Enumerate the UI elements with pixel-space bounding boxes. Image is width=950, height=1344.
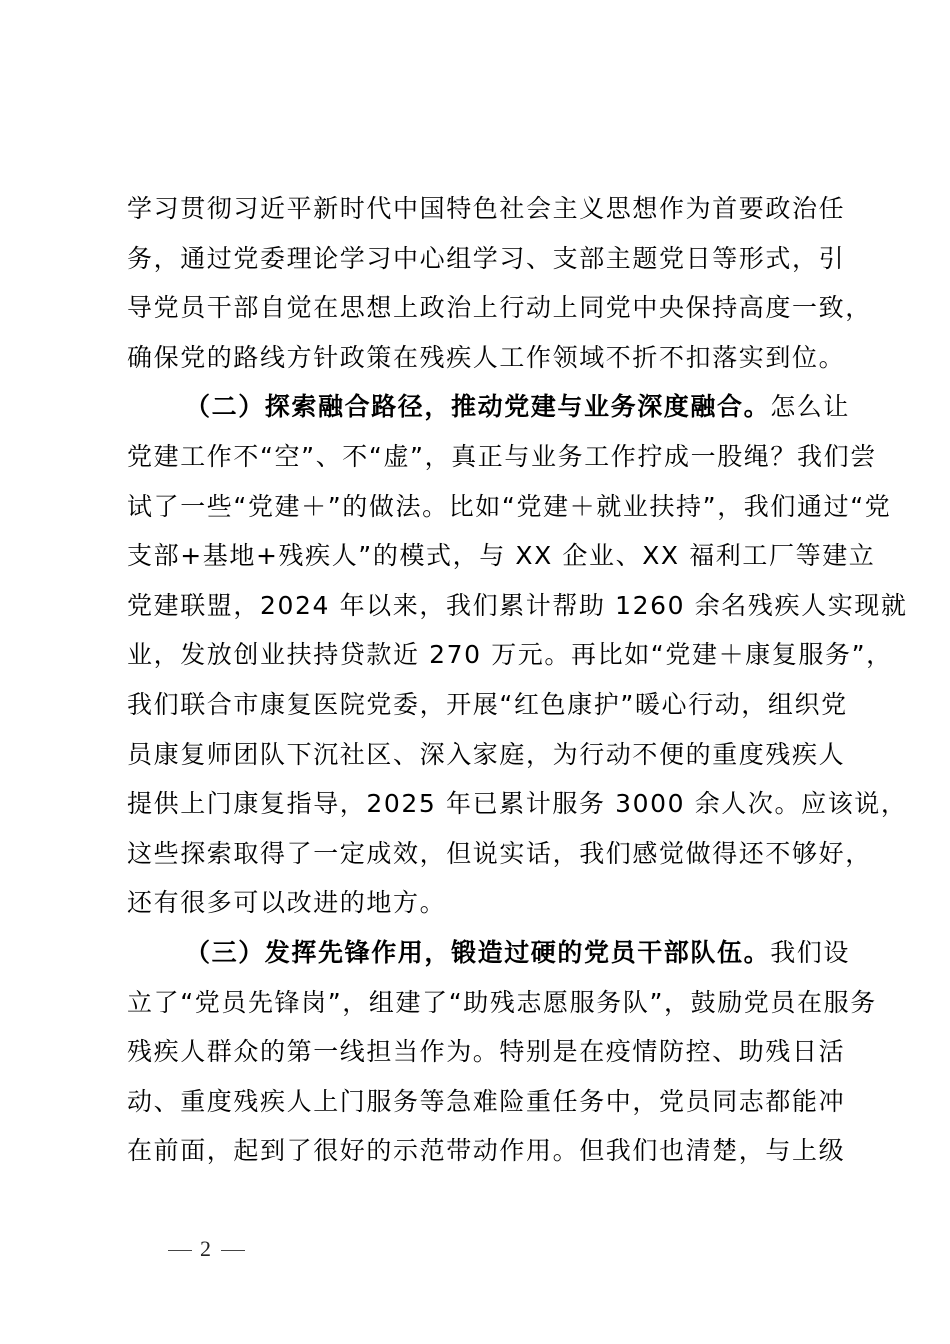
paragraph-line: 还有很多可以改进的地方。 [127,888,447,918]
section-3-heading-line [127,928,867,978]
paragraph-line: 提供上门康复指导，2025 年已累计服务 3000 余人次。应该说， [127,789,908,819]
paragraph-line: 动、重度残疾人上门服务等急难险重任务中，党员同志都能冲 [127,1086,846,1116]
paragraph-line: 支部+基地+残疾人”的模式，与 XX 企业、XX 福利工厂等建立 [127,541,876,571]
paragraph-line: 残疾人群众的第一线担当作为。特别是在疫情防控、助残日活 [127,1037,846,1067]
paragraph-line: 确保党的路线方针政策在残疾人工作领域不折不扣落实到位。 [127,342,846,372]
section-2-lead: 怎么让 [770,392,851,422]
paragraph-line: 导党员干部自觉在思想上政治上行动上同党中央保持高度一致， [127,293,872,323]
paragraph-line: 业，发放创业扶持贷款近 270 万元。再比如“党建＋康复服务”， [127,640,893,670]
section-3-heading: （三）发挥先锋作用，锻造过硬的党员干部队伍。 [185,937,771,967]
section-2-heading-line [127,382,867,432]
paragraph-line: 这些探索取得了一定成效，但说实话，我们感觉做得还不够好， [127,838,872,868]
paragraph-line: 立了“党员先锋岗”，组建了“助残志愿服务队”，鼓励党员在服务 [127,987,877,1017]
paragraph-line: 学习贯彻习近平新时代中国特色社会主义思想作为首要政治任 [127,194,846,223]
paragraph-line: 党建联盟，2024 年以来，我们累计帮助 1260 余名残疾人实现就 [127,590,908,620]
section-3-lead: 我们设 [770,937,851,967]
body-text [127,184,908,1176]
dash-left [168,1250,192,1251]
page-footer [160,1236,253,1262]
page-number: 2 [200,1236,213,1261]
dash-right [221,1250,245,1251]
paragraph-line: 务，通过党委理论学习中心组学习、支部主题党日等形式，引 [127,243,846,273]
paragraph-line: 在前面，起到了很好的示范带动作用。但我们也清楚，与上级 [127,1136,846,1166]
section-2-heading: （二）探索融合路径，推动党建与业务深度融合。 [185,392,771,422]
paragraph-line: 试了一些“党建＋”的做法。比如“党建＋就业扶持”，我们通过“党 [127,491,892,521]
paragraph-line: 我们联合市康复医院党委，开展“红色康护”暖心行动，组织党 [127,689,848,719]
paragraph-line: 党建工作不“空”、不“虚”，真正与业务工作拧成一股绳？我们尝 [127,441,877,471]
paragraph-line: 员康复师团队下沉社区、深入家庭，为行动不便的重度残疾人 [127,739,846,769]
